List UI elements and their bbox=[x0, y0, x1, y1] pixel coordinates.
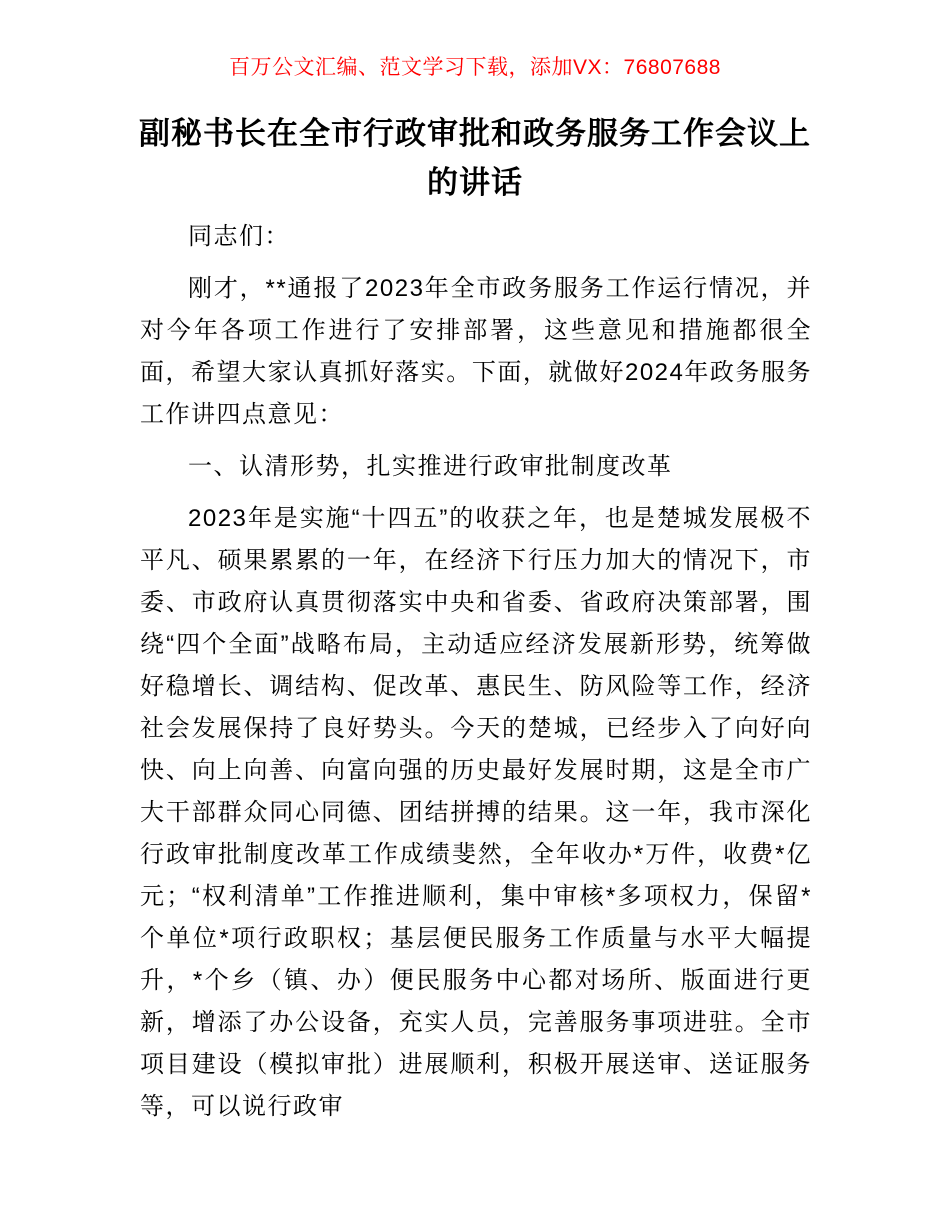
section-heading-1: 一、认清形势，扎实推进行政审批制度改革 bbox=[188, 453, 673, 480]
paragraph-section-1-body: 2023年是实施“十四五”的收获之年，也是楚城发展极不平凡、硕果累累的一年，在经济下行压力加大的情况下，市委、市政府认真贯彻落实中央和省委、省政府决策部署，围绕“四个全面”战略布局，主动适应经济发展新形势，统筹做好稳增长、调结构、促改革、惠民生、防风险等工作，经济社会发展保持了良好势头。今天的楚城，已经步入了向好向快、向上向善、向富向强的历史最好发展时期，这是全市广大干部群众同心同德、团结拼搏的结果。这一年，我市深化行政审批制度改革工作成绩斐然，全年收办*万件，收费*亿元；“权利清单”工作推进顺利，集中审核*多项权力，保留*个单位*项行政职权；基层便民服务工作质量与水平大幅提升，*个乡（镇、办）便民服务中心都对场所、版面进行更新，增添了办公设备，充实人员，完善服务事项进驻。全市项目建设（模拟审批）进展顺利，积极开展送审、送证服务等，可以说行政审 bbox=[140, 505, 812, 1120]
paragraph-intro: 刚才，**通报了2023年全市政务服务工作运行情况，并对今年各项工作进行了安排部署，这些意见和措施都很全面，希望大家认真抓好落实。下面，就做好2024年政务服务工作讲四点意见： bbox=[140, 275, 812, 428]
document-title: 副秘书长在全市行政审批和政务服务工作会议上的讲话 bbox=[139, 116, 811, 200]
document-body bbox=[140, 216, 812, 1128]
paragraph-salutation: 同志们： bbox=[188, 223, 290, 250]
promo-banner-text: 百万公文汇编、范文学习下载，添加VX：76807688 bbox=[229, 56, 721, 79]
